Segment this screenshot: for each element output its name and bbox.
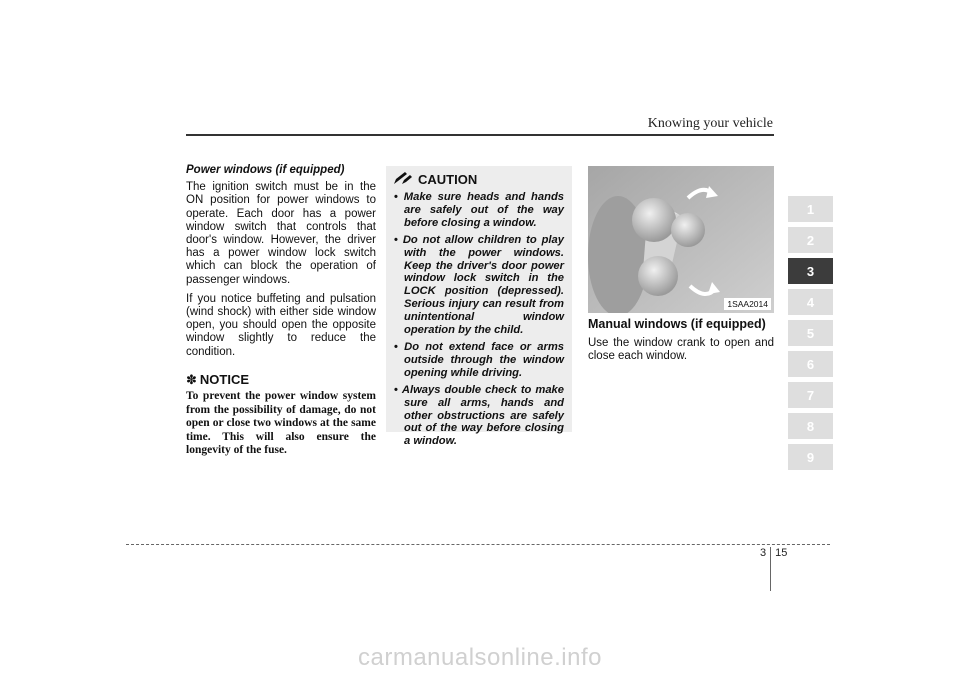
caution-label: CAUTION: [418, 172, 478, 187]
caution-box: [386, 166, 572, 448]
header-divider: [186, 134, 774, 136]
caution-item: • Make sure heads and hands are safely out of the way before closing a window.: [394, 191, 564, 230]
chapter-tab-6[interactable]: 6: [788, 351, 833, 377]
chapter-tab-7[interactable]: 7: [788, 382, 833, 408]
power-windows-section: [186, 164, 376, 464]
power-windows-title: Power windows (if equipped): [186, 164, 345, 176]
chapter-tab-8[interactable]: 8: [788, 413, 833, 439]
chapter-tab-5[interactable]: 5: [788, 320, 833, 346]
chapter-tab-9[interactable]: 9: [788, 444, 833, 470]
power-windows-paragraph-2: If you notice buffeting and pulsation (wind shock) with either side window open, you should open the opposite window slightly to reduce the condition.: [186, 292, 376, 358]
watermark: carmanualsonline.info: [358, 644, 602, 671]
manual-windows-title: Manual windows (if equipped): [588, 317, 766, 331]
notice-label: NOTICE: [199, 371, 250, 387]
pencil-check-icon: [394, 172, 412, 187]
page-index: 15: [775, 547, 788, 559]
footer-divider: [126, 544, 830, 545]
notice-heading: [186, 373, 376, 386]
page-separator: [770, 547, 771, 591]
power-windows-paragraph-1: The ignition switch must be in the ON position for power windows to operate. Each door has a power window switch that controls that door's window. However, the driver has a power window lock switch which can block the operation of passenger windows.: [186, 181, 376, 286]
photo-code: 1SAA2014: [724, 298, 771, 310]
caution-item: • Always double check to make sure all arms, hands and other obstructions are safely out of the way before closing a window.: [394, 384, 564, 449]
chapter-tab-2[interactable]: 2: [788, 227, 833, 253]
chapter-tab-4[interactable]: 4: [788, 289, 833, 315]
window-crank-photo: [588, 166, 774, 313]
page-chapter: 3: [760, 547, 767, 559]
manual-windows-text: Use the window crank to open and close each window.: [588, 337, 774, 363]
page-header-title: Knowing your vehicle: [647, 116, 773, 131]
notice-text: To prevent the power window system from the possibility of damage, do not open or close two windows at the same time. This will also ensure the longevity of the fuse.: [186, 390, 376, 457]
chapter-tab-1[interactable]: 1: [788, 196, 833, 222]
caution-heading: [394, 172, 564, 187]
caution-item: • Do not extend face or arms outside through the window opening while driving.: [394, 341, 564, 380]
chapter-tabs: [788, 196, 833, 475]
caution-item: • Do not allow children to play with the power windows. Keep the driver's door power window lock switch in the LOCK position (depressed). Serious injury can result from unintentional window operation by the child.: [394, 234, 564, 337]
page-number: [760, 547, 787, 591]
manual-windows-section: [588, 318, 774, 364]
notice-icon: ✽: [186, 371, 197, 387]
chapter-tab-3[interactable]: 3: [788, 258, 833, 284]
caution-list: [394, 191, 564, 448]
window-crank-illustration: [588, 166, 774, 313]
